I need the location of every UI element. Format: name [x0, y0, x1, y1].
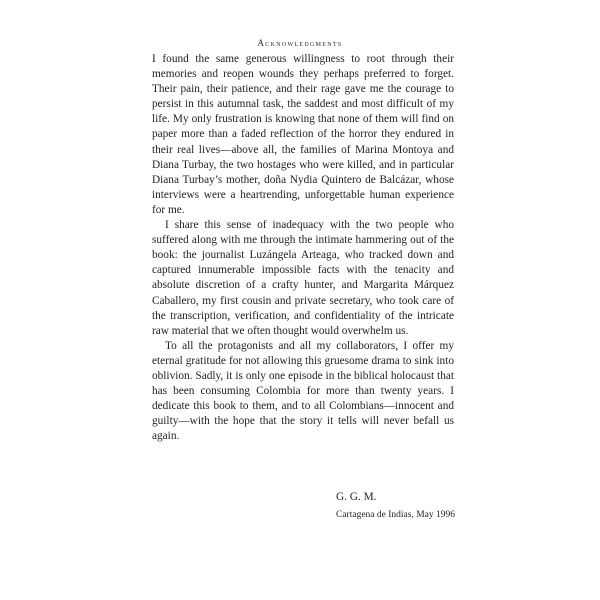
- place-and-date: Cartagena de Indias, May 1996: [336, 510, 455, 520]
- author-initials: G. G. M.: [336, 491, 377, 503]
- paragraph-2: I share this sense of inadequacy with the two people who suffered along with me through the intimate hammering out of the book: the journalist Luzángela Arteaga, who tracked down and captured innumerable impossible facts with the tenacity and absolute discretion of a crafty hunter, and Margarita Márquez Caballero, my first cousin and private secretary, who took care of the transcription, verification, and confidentiality of the intricate raw material that we often thought would overwhelm us.: [152, 219, 454, 337]
- paragraph-1: I found the same generous willingness to root through their memories and reopen wounds they perhaps preferred to forget. Their pain, their patience, and their rage gave me the courage to persist in this autumnal task, the saddest and most difficult of my life. My only frustration is knowing that none of them will find on paper more than a faded reflection of the horror they endured in their real lives—above all, the families of Marina Montoya and Diana Turbay, the two hostages who were killed, and in particular Diana Turbay’s mother, doña Nydia Quintero de Balcázar, whose interviews were a heartrending, unforgettable human experience for me.: [152, 53, 454, 216]
- page-heading: Acknowledgments: [257, 38, 343, 48]
- paragraph-3: To all the protagonists and all my collaborators, I offer my eternal gratitude for not allowing this gruesome drama to sink into oblivion. Sadly, it is only one episode in the biblical holocaust that has been consuming Colombia for more than twenty years. I dedicate this book to them, and to all Colombians—innocent and guilty—with the hope that the story it tells will never befall us again.: [152, 339, 454, 443]
- body-text: [152, 52, 454, 444]
